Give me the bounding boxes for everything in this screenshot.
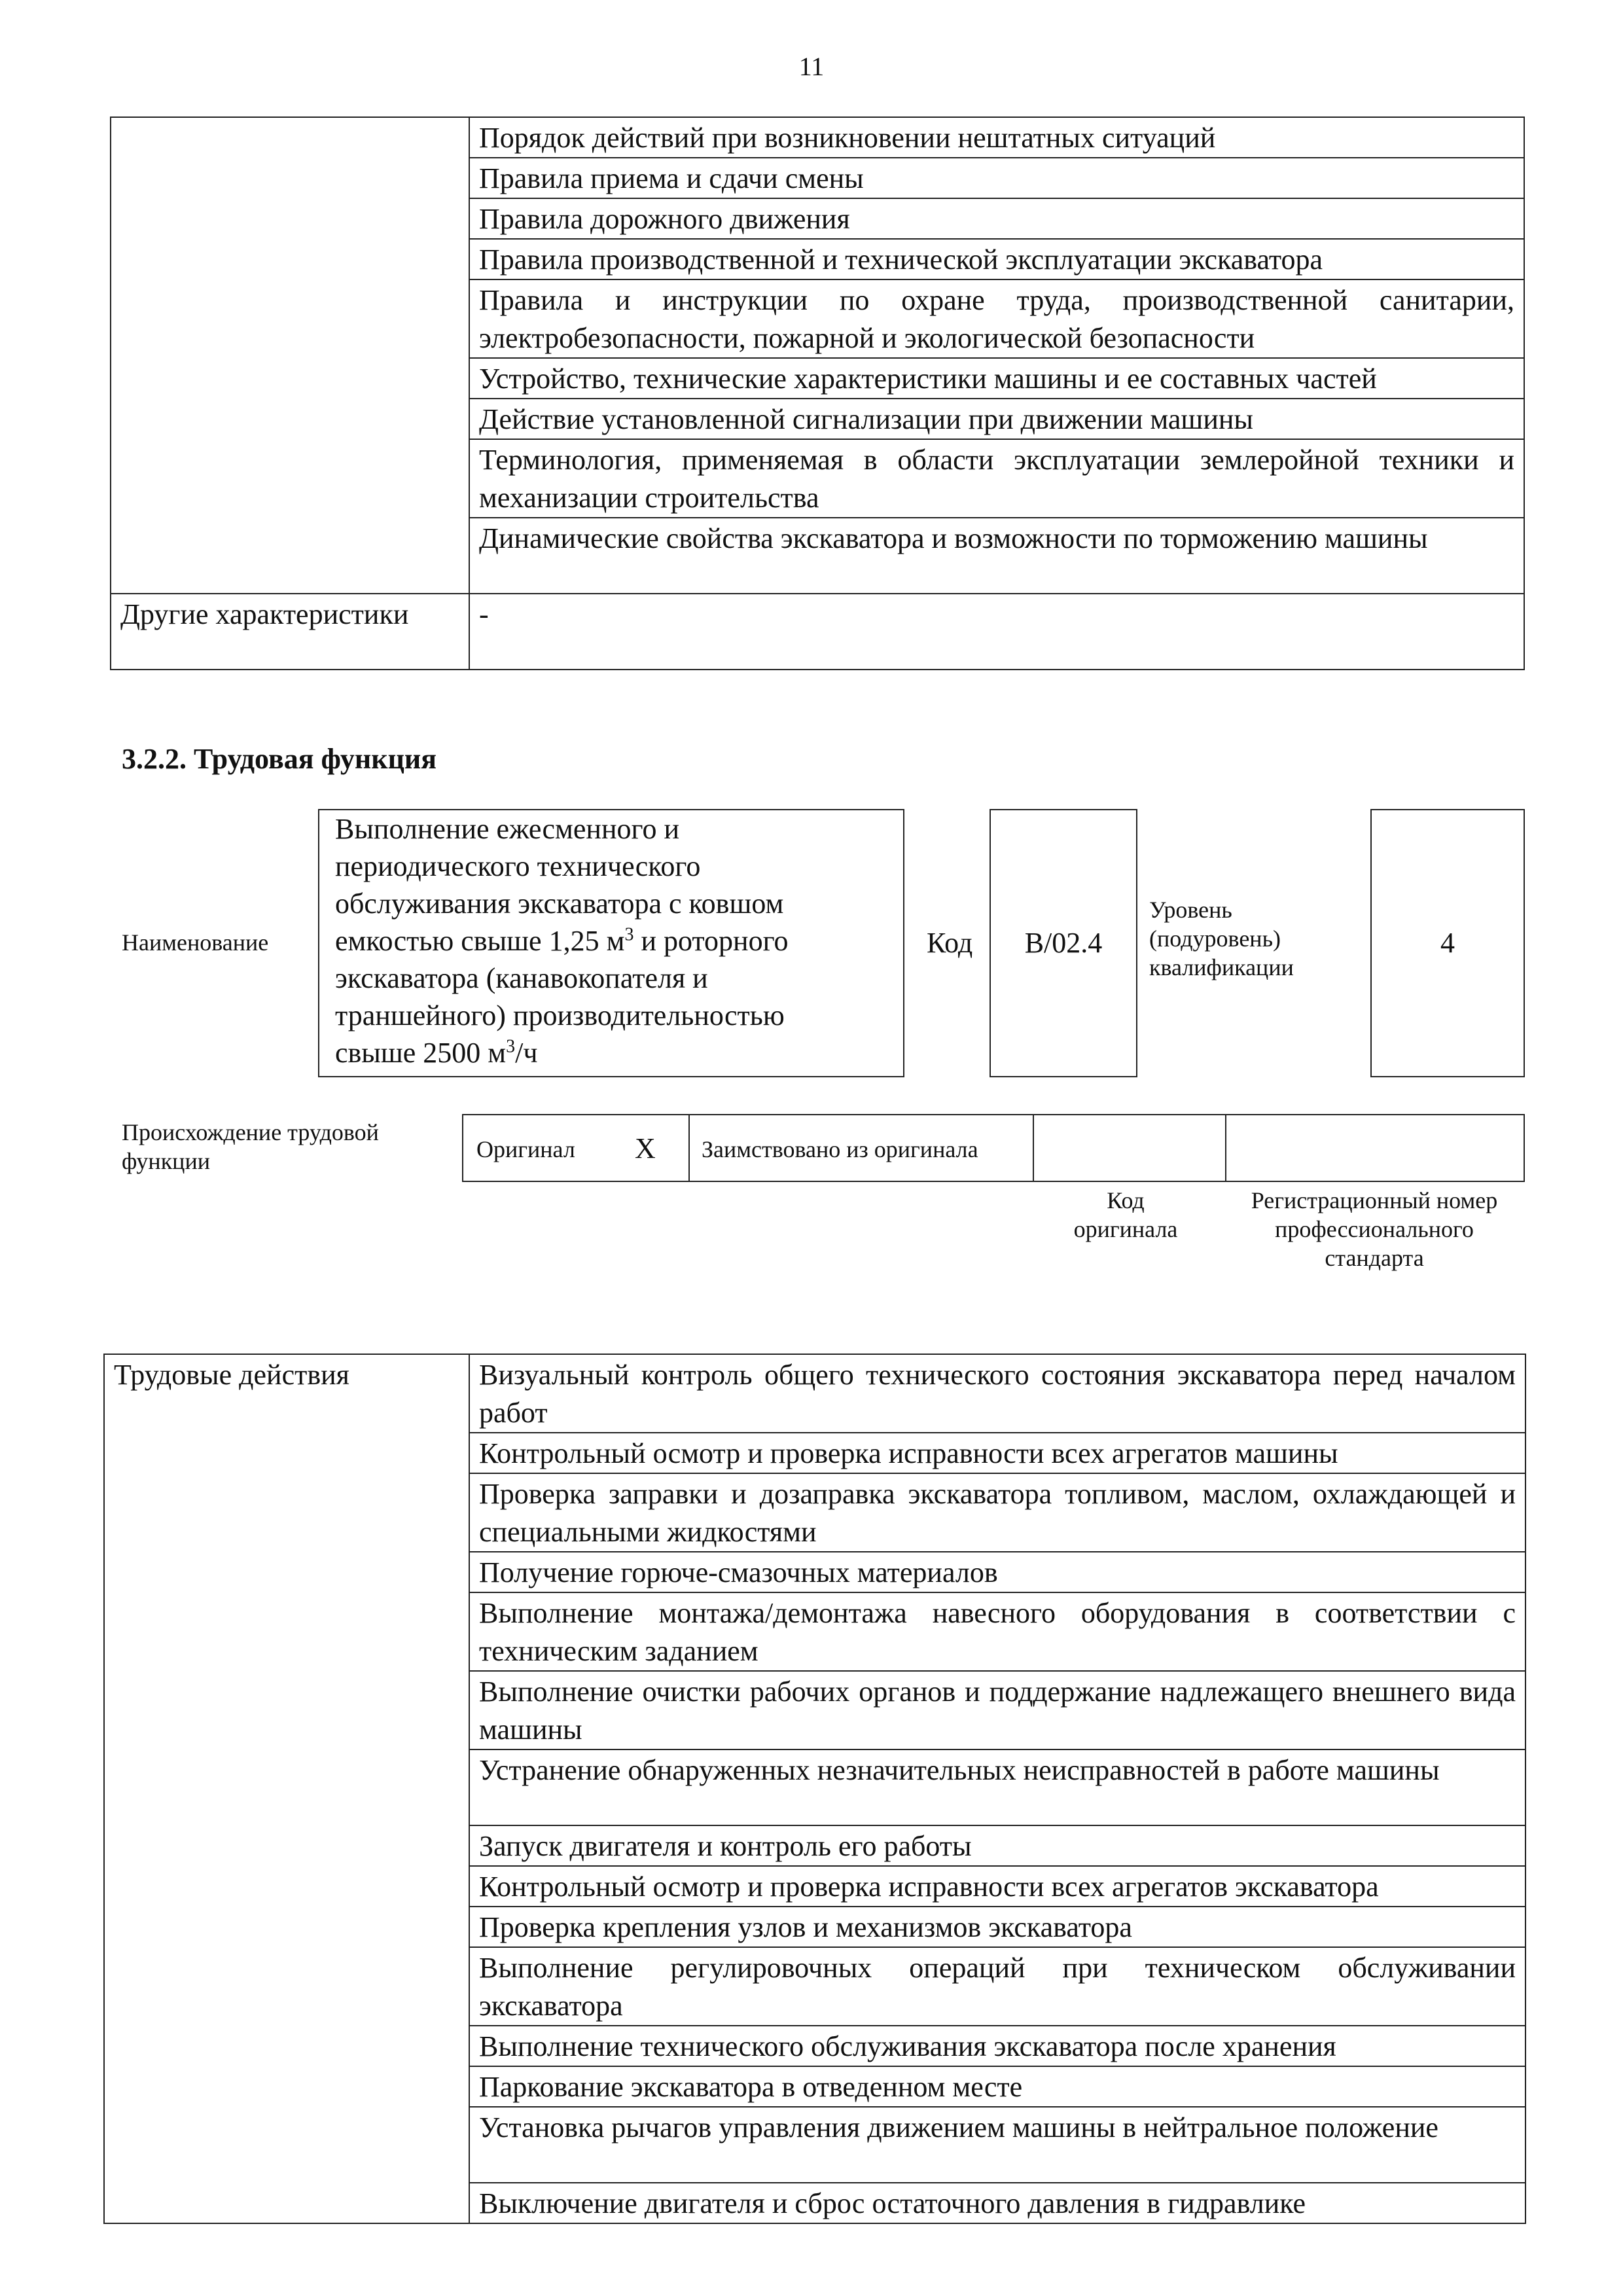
function-name-box xyxy=(318,809,904,1077)
registration-number-label: Регистрационный номер профессионального стандарта xyxy=(1251,1187,1498,1271)
knowledge-item: Порядок действий при возникновении нештатных ситуаций xyxy=(469,117,1524,158)
level-value-box xyxy=(1370,809,1525,1077)
level-label-line: (подуровень) xyxy=(1149,925,1281,952)
labor-action-item: Контрольный осмотр и проверка исправности всех агрегатов машины xyxy=(469,1433,1525,1473)
other-characteristics-value: - xyxy=(469,594,1524,670)
original-mark: X xyxy=(635,1132,656,1164)
labor-action-item: Выполнение регулировочных операций при техническом обслуживании экскаватора xyxy=(469,1947,1525,2026)
knowledge-item: Правила и инструкции по охране труда, производственной санитарии, электробезопасности, пожарной и экологической безопасности xyxy=(469,279,1524,358)
function-name-line: траншейного) производительностью xyxy=(335,999,785,1031)
labor-action-item: Установка рычагов управления движением машины в нейтральное положение xyxy=(469,2107,1525,2183)
labor-action-item: Выполнение монтажа/демонтажа навесного оборудования в соответствии с техническим заданием xyxy=(469,1592,1525,1671)
code-original-label: Код оригинала xyxy=(1073,1187,1178,1242)
level-label-line: квалификации xyxy=(1149,954,1294,980)
function-name-text: свыше 2500 м xyxy=(335,1037,507,1069)
qualification-level-label xyxy=(1149,895,1294,982)
empty-label-cell xyxy=(111,117,469,594)
origin-row xyxy=(462,1114,1525,1182)
knowledge-item: Устройство, технические характеристики машины и ее составных частей xyxy=(469,358,1524,399)
code-value: B/02.4 xyxy=(1024,927,1103,959)
superscript: 3 xyxy=(624,924,634,945)
function-name-line: периодического технического xyxy=(335,850,701,882)
labor-action-item: Выключение двигателя и сброс остаточного давления в гидравлике xyxy=(469,2183,1525,2223)
labor-action-item: Проверка заправки и дозаправка экскаватора топливом, маслом, охлаждающей и специальными жидкостями xyxy=(469,1473,1525,1552)
name-label: Наименование xyxy=(122,929,269,956)
function-name-line xyxy=(335,1034,903,1071)
code-value-box xyxy=(990,809,1137,1077)
labor-action-item: Выполнение технического обслуживания экскаватора после хранения xyxy=(469,2026,1525,2066)
labor-action-item: Проверка крепления узлов и механизмов экскаватора xyxy=(469,1907,1525,1947)
knowledge-item: Правила производственной и технической эксплуатации экскаватора xyxy=(469,239,1524,279)
table-row xyxy=(111,594,1524,670)
labor-action-item: Паркование экскаватора в отведенном месте xyxy=(469,2066,1525,2107)
cell-divider xyxy=(1225,1115,1226,1181)
superscript: 3 xyxy=(506,1036,516,1057)
labor-action-item: Получение горюче-смазочных материалов xyxy=(469,1552,1525,1592)
code-label: Код xyxy=(927,927,973,959)
knowledge-item: Динамические свойства экскаватора и возможности по торможению машины xyxy=(469,518,1524,594)
original-label: Оригинал xyxy=(476,1136,575,1162)
page-number: 11 xyxy=(798,52,825,81)
knowledge-item: Правила дорожного движения xyxy=(469,198,1524,239)
labor-actions-label: Трудовые действия xyxy=(104,1354,469,2223)
function-name-text: и роторного xyxy=(633,925,789,957)
knowledge-item: Действие установленной сигнализации при движении машины xyxy=(469,399,1524,439)
knowledge-item: Терминология, применяемая в области эксплуатации землеройной техники и механизации строительства xyxy=(469,439,1524,518)
cell-divider xyxy=(1033,1115,1034,1181)
function-name-text: /ч xyxy=(515,1037,538,1069)
table-row xyxy=(104,1354,1525,1433)
other-characteristics-label: Другие характеристики xyxy=(111,594,469,670)
labor-action-item: Запуск двигателя и контроль его работы xyxy=(469,1825,1525,1866)
labor-actions-table xyxy=(103,1354,1526,2224)
cell-divider xyxy=(688,1115,690,1181)
labor-action-item: Визуальный контроль общего технического состояния экскаватора перед началом работ xyxy=(469,1354,1525,1433)
function-name-text: емкостью свыше 1,25 м xyxy=(335,925,625,957)
level-label-line: Уровень xyxy=(1149,897,1232,923)
borrowed-label: Заимствовано из оригинала xyxy=(702,1136,978,1162)
level-value: 4 xyxy=(1440,927,1455,959)
table-row xyxy=(111,117,1524,158)
knowledge-item: Правила приема и сдачи смены xyxy=(469,158,1524,198)
function-name-line xyxy=(335,922,903,960)
labor-action-item: Устранение обнаруженных незначительных неисправностей в работе машины xyxy=(469,1749,1525,1825)
labor-action-item: Выполнение очистки рабочих органов и поддержание надлежащего внешнего вида машины xyxy=(469,1671,1525,1749)
function-name-line: Выполнение ежесменного и xyxy=(335,813,680,845)
origin-label: Происхождение трудовой функции xyxy=(122,1119,379,1174)
labor-action-item: Контрольный осмотр и проверка исправности всех агрегатов экскаватора xyxy=(469,1866,1525,1907)
function-name-line: экскаватора (канавокопателя и xyxy=(335,962,708,994)
function-name-line: обслуживания экскаватора с ковшом xyxy=(335,888,784,920)
knowledge-table xyxy=(110,117,1525,670)
section-heading: 3.2.2. Трудовая функция xyxy=(122,743,437,775)
